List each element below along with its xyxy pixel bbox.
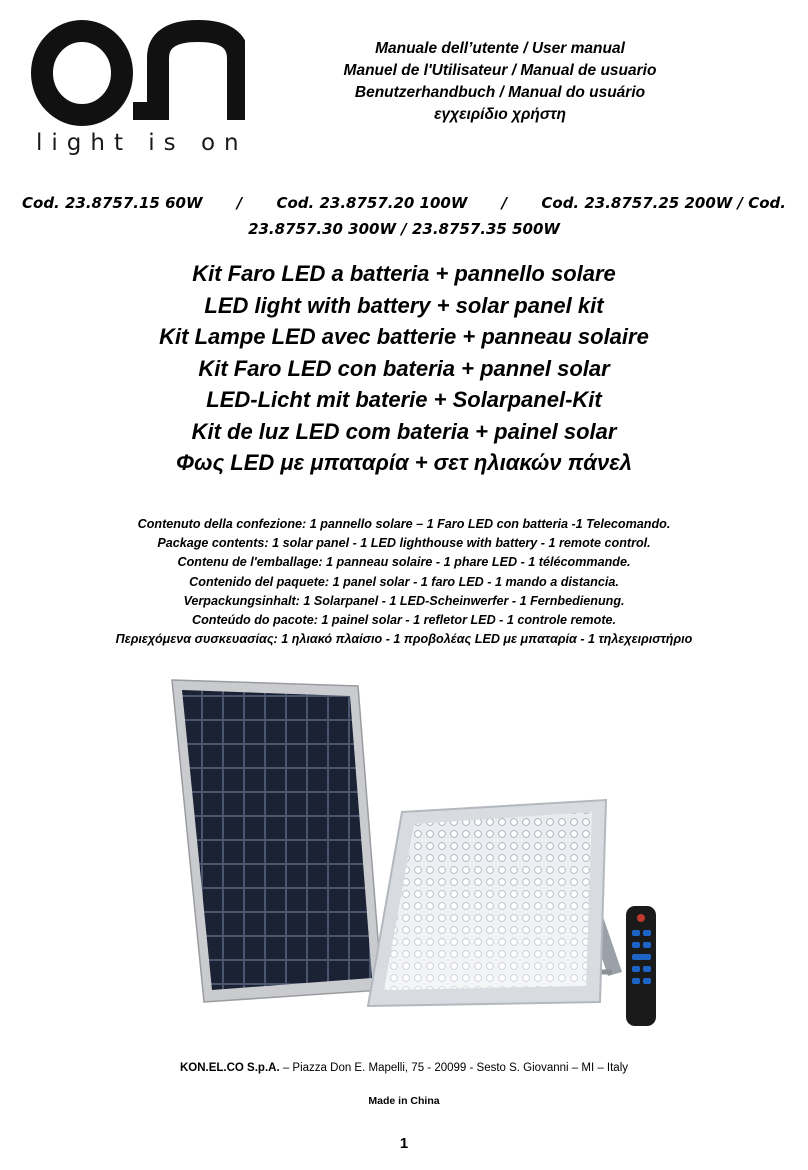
solar-panel [172,680,382,1002]
address-text: – Piazza Don E. Mapelli, 75 - 20099 - Sesto S. Giovanni – MI – Italy [279,1062,629,1074]
manual-title-line: Manuel de l'Utilisateur / Manual de usuario [343,62,657,79]
codes-line-2: 23.8757.30 300W / 23.8757.35 500W [248,220,560,238]
contents-line: Περιεχόμενα συσκευασίας: 1 ηλιακό πλαίσιο - 1 προβολέας LED με μπαταρία - 1 τηλεχειριστήριο [115,632,693,647]
contents-line: Verpackungsinhalt: 1 Solarpanel - 1 LED-Scheinwerfer - 1 Fernbedienung. [183,593,625,608]
code-item: Cod. 23.8757.15 60W [22,194,203,212]
product-title-line: Kit Faro LED a batteria + pannello solare [192,261,616,286]
made-in-label: Made in China [368,1095,440,1107]
contents-line: Conteúdo do pacote: 1 painel solar - 1 refletor LED - 1 controle remote. [191,613,617,628]
product-title-line: LED-Licht mit baterie + Solarpanel-Kit [206,387,602,412]
manual-titles [300,38,700,126]
contents-line: Contenuto della confezione: 1 pannello solare – 1 Faro LED con batteria -1 Telecomando. [137,517,671,531]
code-separator: / [236,194,243,212]
manual-title-line: εγχειρίδιο χρήστη [434,106,566,123]
contents-line: Contenido del paquete: 1 panel solar - 1 faro LED - 1 mando a distancia. [189,574,619,589]
package-contents [0,515,808,649]
code-item: Cod. 23.8757.20 100W [276,194,468,212]
manual-title-line: Benutzerhandbuch / Manual do usuário [354,84,646,101]
remote-control [626,906,656,1026]
product-title-line: Kit Lampe LED avec batterie + panneau solaire [159,324,649,349]
code-separator: / [501,194,508,212]
product-title-line: Kit Faro LED con bateria + pannel solar [198,355,610,381]
page-number: 1 [399,1135,409,1152]
on-logo-mark [30,18,245,128]
code-item: Cod. 23.8757.25 200W / Cod. [541,194,786,212]
product-illustration [160,672,660,1032]
product-title-line: Φως LED με μπαταρία + σετ ηλιακών πάνελ [176,450,632,475]
contents-line: Package contents: 1 solar panel - 1 LED lighthouse with battery - 1 remote control. [157,536,651,551]
product-title-line: Kit de luz LED com bateria + painel solar [191,418,617,444]
manual-title-line: Manuale dell’utente / User manual [375,40,625,57]
led-floodlight [368,800,606,1006]
company-address [0,1062,808,1074]
product-titles [0,258,808,479]
contents-line: Contenu de l'emballage: 1 panneau solaire - 1 phare LED - 1 télécommande. [177,555,631,570]
company-name: KON.EL.CO S.p.A. [179,1062,280,1074]
brand-tagline: light is on [36,130,248,156]
codes-line-1 [22,190,786,216]
product-codes [22,190,786,242]
product-title-line: LED light with battery + solar panel kit [204,292,604,318]
product-photo [160,672,660,1032]
